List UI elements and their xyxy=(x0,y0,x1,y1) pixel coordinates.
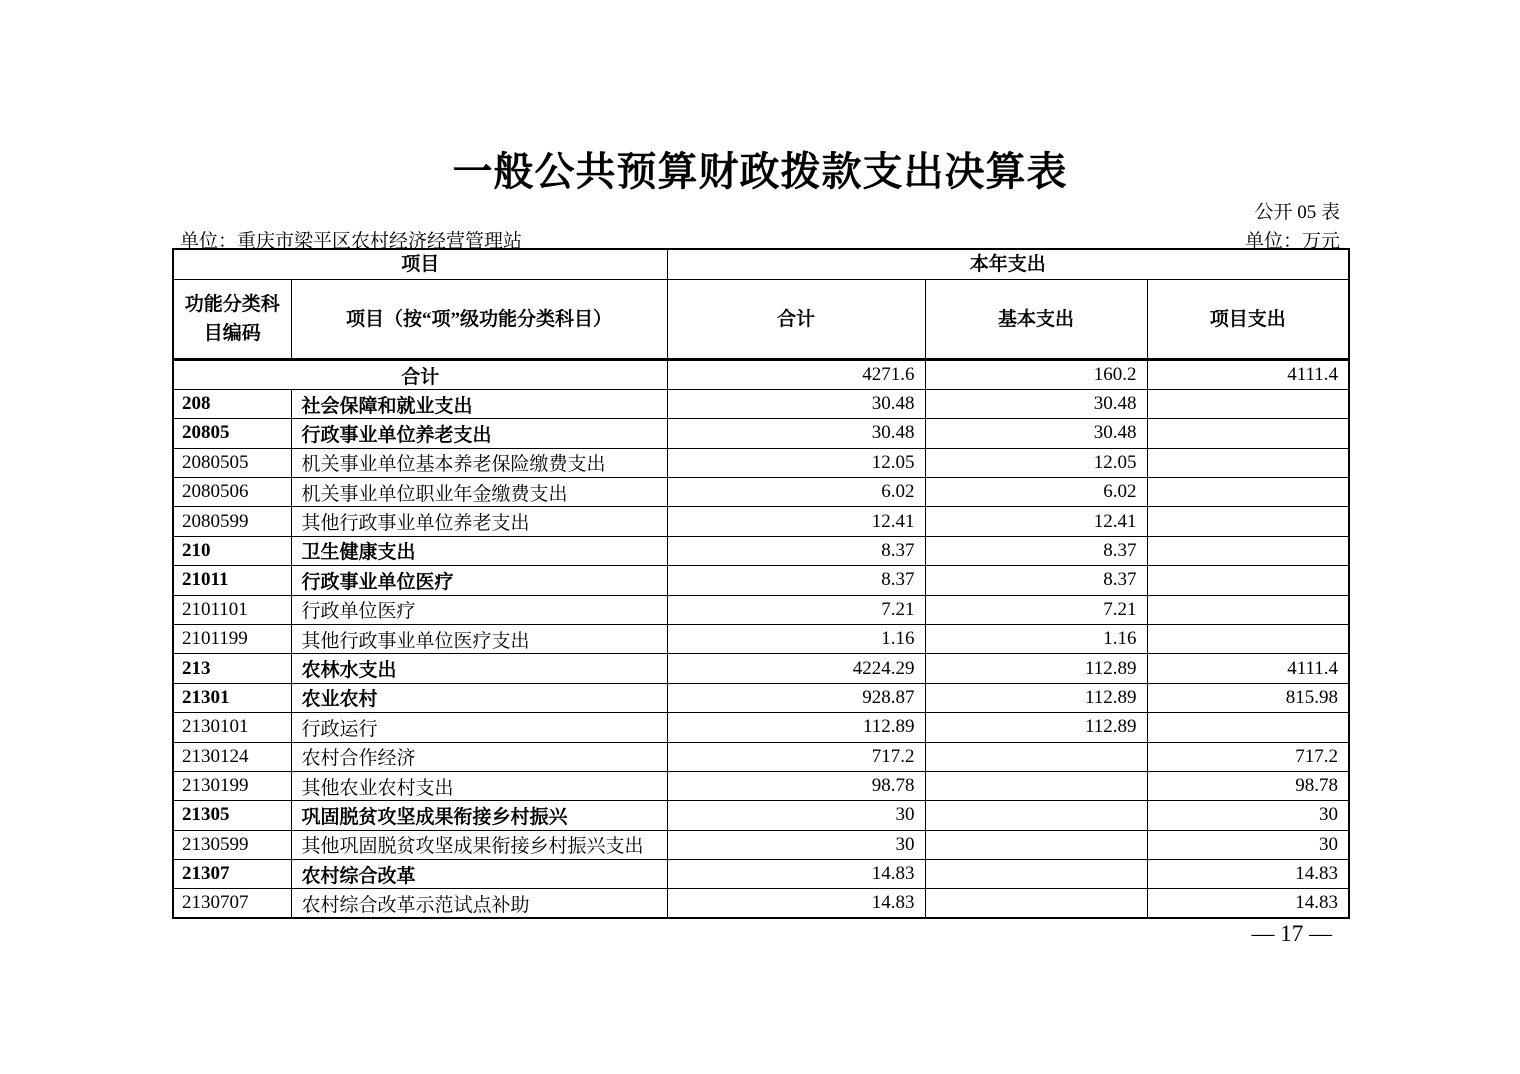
cell-basic-value: 7.21 xyxy=(925,595,1147,624)
cell-basic-value: 8.37 xyxy=(925,566,1147,595)
cell-basic-value xyxy=(925,860,1147,889)
cell-total-value: 30 xyxy=(667,801,925,830)
cell-basic-value: 8.37 xyxy=(925,536,1147,565)
table-row xyxy=(173,860,1349,889)
cell-basic-value: 112.89 xyxy=(925,683,1147,712)
cell-project-value: 4111.4 xyxy=(1147,654,1349,683)
header-function-code: 功能分类科目编码 xyxy=(173,280,291,360)
cell-total-value: 98.78 xyxy=(667,771,925,800)
cell-function-code: 2130199 xyxy=(173,771,291,800)
cell-basic-value: 6.02 xyxy=(925,478,1147,507)
cell-basic-value: 12.05 xyxy=(925,448,1147,477)
cell-function-code: 2130101 xyxy=(173,713,291,742)
cell-function-code: 2101199 xyxy=(173,624,291,653)
header-current-year-expenditure-group: 本年支出 xyxy=(667,249,1349,280)
cell-project-value: 14.83 xyxy=(1147,889,1349,918)
cell-total-value: 928.87 xyxy=(667,683,925,712)
currency-unit-label: 单位：万元 xyxy=(1244,231,1340,252)
table-row xyxy=(173,566,1349,595)
cell-item-name: 其他行政事业单位医疗支出 xyxy=(291,624,667,653)
grand-total-total-value: 4271.6 xyxy=(667,360,925,389)
cell-basic-value xyxy=(925,801,1147,830)
cell-item-name: 巩固脱贫攻坚成果衔接乡村振兴 xyxy=(291,801,667,830)
table-row xyxy=(173,830,1349,859)
cell-project-value: 30 xyxy=(1147,830,1349,859)
cell-project-value: 14.83 xyxy=(1147,860,1349,889)
cell-item-name: 行政运行 xyxy=(291,713,667,742)
cell-total-value: 1.16 xyxy=(667,624,925,653)
form-number-label: 公开 05 表 xyxy=(1254,202,1340,223)
cell-function-code: 2080599 xyxy=(173,507,291,536)
cell-basic-value: 30.48 xyxy=(925,419,1147,448)
cell-project-value xyxy=(1147,713,1349,742)
cell-item-name: 其他巩固脱贫攻坚成果衔接乡村振兴支出 xyxy=(291,830,667,859)
cell-function-code: 21301 xyxy=(173,683,291,712)
table-row xyxy=(173,389,1349,418)
table-row xyxy=(173,448,1349,477)
header-total: 合计 xyxy=(667,280,925,360)
cell-function-code: 2130124 xyxy=(173,742,291,771)
cell-item-name: 其他行政事业单位养老支出 xyxy=(291,507,667,536)
cell-project-value xyxy=(1147,419,1349,448)
cell-project-value xyxy=(1147,507,1349,536)
cell-item-name: 行政事业单位医疗 xyxy=(291,566,667,595)
cell-function-code: 210 xyxy=(173,536,291,565)
cell-function-code: 21011 xyxy=(173,566,291,595)
cell-item-name: 农业农村 xyxy=(291,683,667,712)
cell-basic-value xyxy=(925,742,1147,771)
cell-item-name: 农村综合改革 xyxy=(291,860,667,889)
cell-function-code: 213 xyxy=(173,654,291,683)
cell-item-name: 其他农业农村支出 xyxy=(291,771,667,800)
cell-function-code: 2130599 xyxy=(173,830,291,859)
page-title: 一般公共预算财政拨款支出决算表 xyxy=(452,149,1068,194)
cell-total-value: 14.83 xyxy=(667,889,925,918)
table-row xyxy=(173,771,1349,800)
cell-total-value: 4224.29 xyxy=(667,654,925,683)
cell-project-value xyxy=(1147,536,1349,565)
table-row xyxy=(173,713,1349,742)
table-row-grand-total xyxy=(173,360,1349,389)
table-header-group-row xyxy=(173,249,1349,280)
table-header-columns-row xyxy=(173,280,1349,360)
cell-basic-value xyxy=(925,830,1147,859)
table-row xyxy=(173,683,1349,712)
cell-total-value: 8.37 xyxy=(667,566,925,595)
cell-total-value: 30.48 xyxy=(667,389,925,418)
cell-item-name: 农林水支出 xyxy=(291,654,667,683)
cell-project-value xyxy=(1147,595,1349,624)
cell-basic-value xyxy=(925,889,1147,918)
table-row xyxy=(173,419,1349,448)
cell-basic-value: 12.41 xyxy=(925,507,1147,536)
header-project-expenditure: 项目支出 xyxy=(1147,280,1349,360)
header-item-name: 项目（按“项”级功能分类科目） xyxy=(291,280,667,360)
cell-function-code: 2080505 xyxy=(173,448,291,477)
table-row xyxy=(173,536,1349,565)
page-number: — 17 — xyxy=(1251,921,1332,946)
cell-project-value: 30 xyxy=(1147,801,1349,830)
cell-total-value: 30 xyxy=(667,830,925,859)
cell-item-name: 机关事业单位基本养老保险缴费支出 xyxy=(291,448,667,477)
cell-basic-value xyxy=(925,771,1147,800)
cell-project-value: 98.78 xyxy=(1147,771,1349,800)
cell-item-name: 机关事业单位职业年金缴费支出 xyxy=(291,478,667,507)
cell-total-value: 7.21 xyxy=(667,595,925,624)
cell-function-code: 208 xyxy=(173,389,291,418)
grand-total-project-value: 4111.4 xyxy=(1147,360,1349,389)
grand-total-basic-value: 160.2 xyxy=(925,360,1147,389)
cell-total-value: 30.48 xyxy=(667,419,925,448)
table-row xyxy=(173,742,1349,771)
cell-basic-value: 112.89 xyxy=(925,654,1147,683)
cell-function-code: 21307 xyxy=(173,860,291,889)
cell-item-name: 卫生健康支出 xyxy=(291,536,667,565)
table-row xyxy=(173,889,1349,918)
cell-item-name: 农村合作经济 xyxy=(291,742,667,771)
table-row xyxy=(173,478,1349,507)
cell-project-value: 717.2 xyxy=(1147,742,1349,771)
budget-expenditure-table xyxy=(172,248,1350,919)
cell-total-value: 717.2 xyxy=(667,742,925,771)
table-row xyxy=(173,507,1349,536)
cell-project-value xyxy=(1147,389,1349,418)
table-row xyxy=(173,595,1349,624)
cell-total-value: 14.83 xyxy=(667,860,925,889)
cell-function-code: 21305 xyxy=(173,801,291,830)
cell-total-value: 12.05 xyxy=(667,448,925,477)
cell-function-code: 2130707 xyxy=(173,889,291,918)
cell-project-value xyxy=(1147,478,1349,507)
cell-item-name: 社会保障和就业支出 xyxy=(291,389,667,418)
cell-function-code: 2101101 xyxy=(173,595,291,624)
cell-item-name: 行政事业单位养老支出 xyxy=(291,419,667,448)
cell-total-value: 6.02 xyxy=(667,478,925,507)
cell-project-value xyxy=(1147,448,1349,477)
header-basic-expenditure: 基本支出 xyxy=(925,280,1147,360)
cell-function-code: 20805 xyxy=(173,419,291,448)
table-row xyxy=(173,801,1349,830)
cell-total-value: 8.37 xyxy=(667,536,925,565)
table-row xyxy=(173,624,1349,653)
cell-project-value xyxy=(1147,566,1349,595)
cell-item-name: 农村综合改革示范试点补助 xyxy=(291,889,667,918)
grand-total-label: 合计 xyxy=(173,360,667,389)
header-project-group: 项目 xyxy=(173,249,667,280)
cell-project-value xyxy=(1147,624,1349,653)
cell-total-value: 112.89 xyxy=(667,713,925,742)
table-row xyxy=(173,654,1349,683)
cell-total-value: 12.41 xyxy=(667,507,925,536)
cell-project-value: 815.98 xyxy=(1147,683,1349,712)
cell-basic-value: 112.89 xyxy=(925,713,1147,742)
cell-item-name: 行政单位医疗 xyxy=(291,595,667,624)
cell-basic-value: 1.16 xyxy=(925,624,1147,653)
cell-basic-value: 30.48 xyxy=(925,389,1147,418)
cell-function-code: 2080506 xyxy=(173,478,291,507)
unit-name-label: 单位：重庆市梁平区农村经济经营管理站 xyxy=(180,231,523,252)
